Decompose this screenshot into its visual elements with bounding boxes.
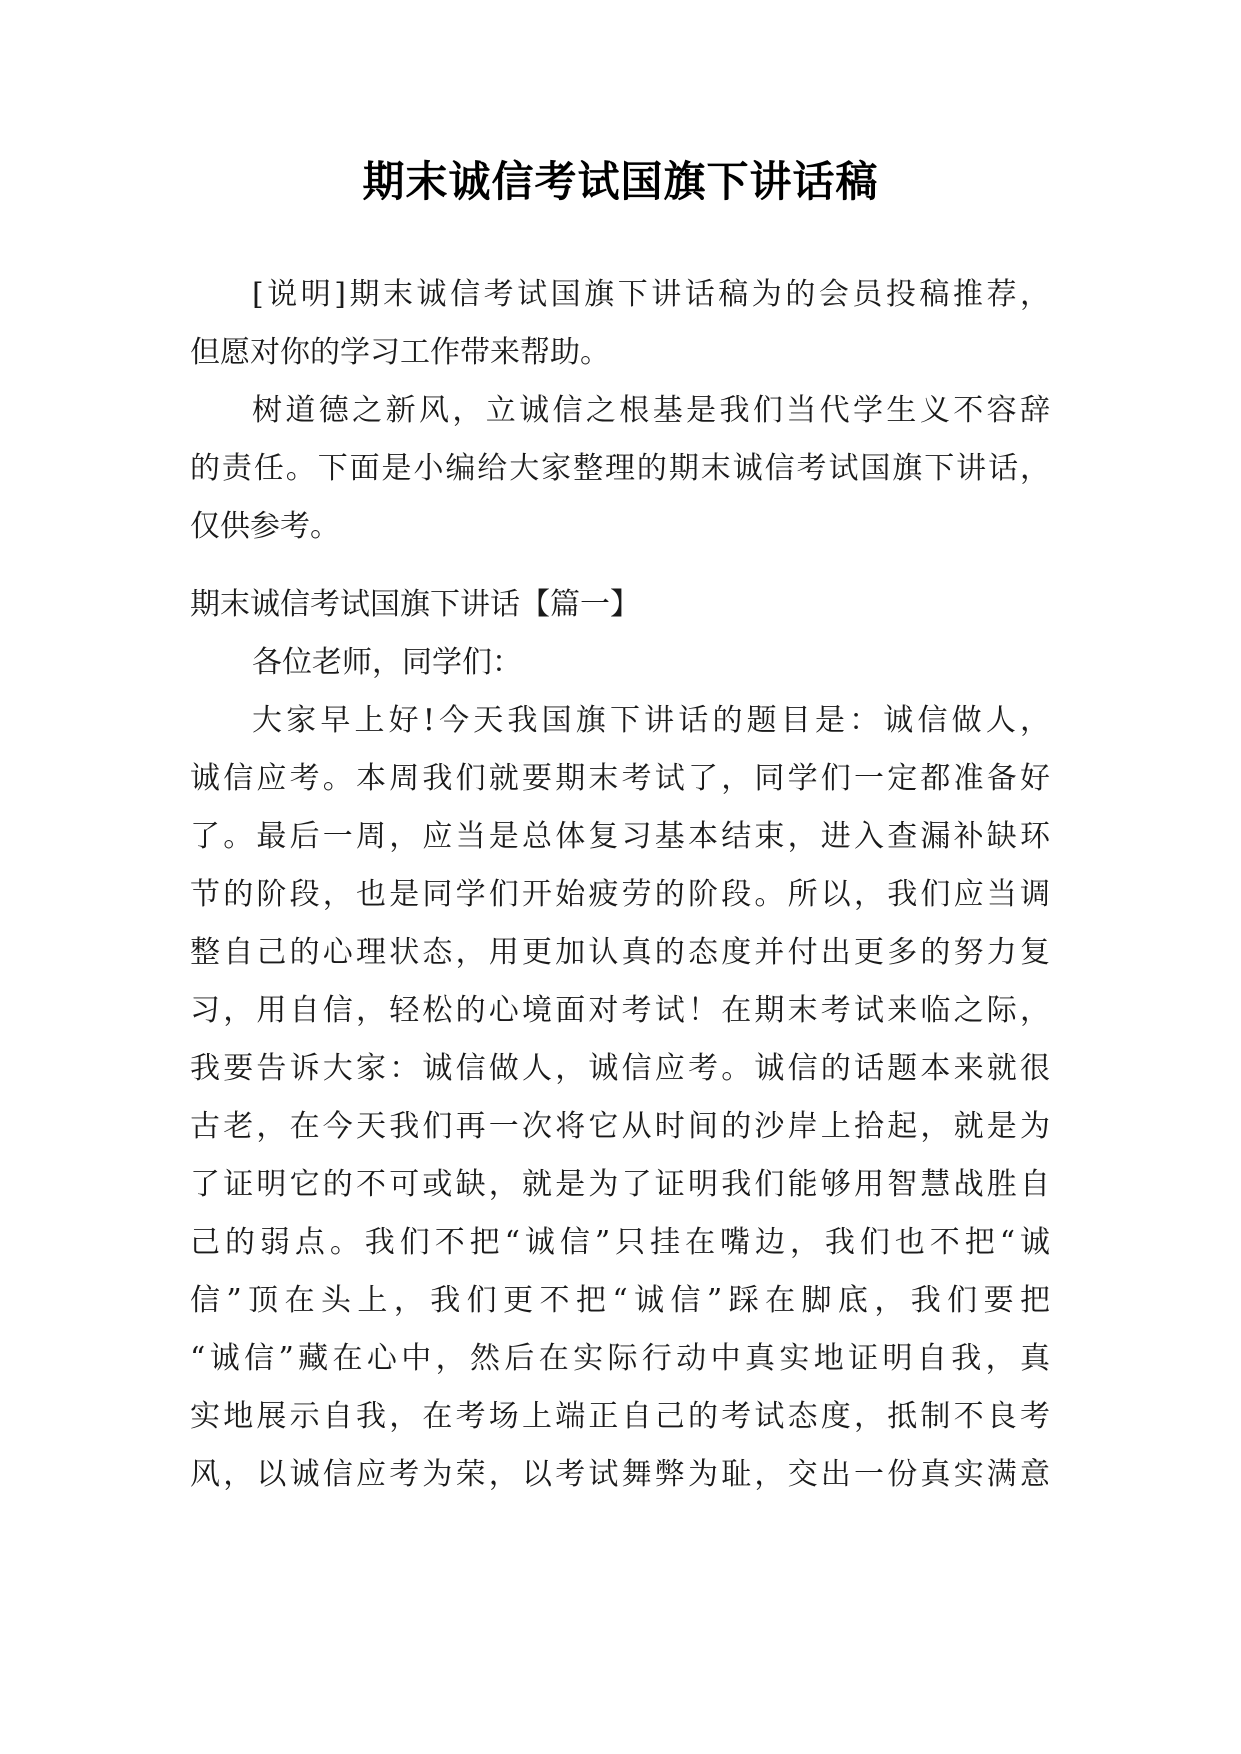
text-line: 了。最后一周，应当是总体复习基本结束，进入查漏补缺环 bbox=[190, 819, 1050, 854]
speech-paragraph bbox=[190, 692, 1050, 1504]
text-line: 大家早上好!今天我国旗下讲话的题目是：诚信做人， bbox=[252, 703, 1050, 738]
text-line: 树道德之新风，立诚信之根基是我们当代学生义不容辞 bbox=[252, 393, 1050, 428]
document-title: 期末诚信考试国旗下讲话稿 bbox=[362, 157, 879, 206]
text-line: 但愿对你的学习工作带来帮助。 bbox=[190, 335, 610, 370]
text-line: 习，用自信，轻松的心境面对考试！在期末考试来临之际， bbox=[190, 993, 1050, 1028]
text-line: 我要告诉大家：诚信做人，诚信应考。诚信的话题本来就很 bbox=[190, 1051, 1050, 1086]
text-line: 己的弱点。我们不把“诚信”只挂在嘴边，我们也不把“诚 bbox=[190, 1225, 1050, 1260]
text-line: 整自己的心理状态，用更加认真的态度并付出更多的努力复 bbox=[190, 935, 1050, 970]
text-line: 节的阶段，也是同学们开始疲劳的阶段。所以，我们应当调 bbox=[190, 877, 1050, 912]
text-line: 古老，在今天我们再一次将它从时间的沙岸上拾起，就是为 bbox=[190, 1109, 1050, 1144]
text-line: “诚信”藏在心中，然后在实际行动中真实地证明自我，真 bbox=[190, 1341, 1050, 1376]
greeting: 各位老师，同学们： bbox=[252, 645, 522, 680]
body-paragraph bbox=[190, 382, 1050, 556]
text-line: 的责任。下面是小编给大家整理的期末诚信考试国旗下讲话， bbox=[190, 451, 1050, 486]
text-line: 实地展示自我，在考场上端正自己的考试态度，抵制不良考 bbox=[190, 1399, 1050, 1434]
intro-paragraph bbox=[190, 266, 1050, 382]
text-line: 信”顶在头上，我们更不把“诚信”踩在脚底，我们要把 bbox=[190, 1283, 1050, 1318]
greeting-block bbox=[190, 634, 1050, 692]
text-line: 风，以诚信应考为荣，以考试舞弊为耻，交出一份真实满意 bbox=[190, 1457, 1050, 1492]
section-heading-block bbox=[190, 576, 1050, 634]
text-line: 诚信应考。本周我们就要期末考试了，同学们一定都准备好 bbox=[190, 761, 1050, 796]
section-heading: 期末诚信考试国旗下讲话【篇一】 bbox=[190, 587, 640, 622]
text-line: 仅供参考。 bbox=[190, 509, 340, 544]
text-line: [说明]期末诚信考试国旗下讲话稿为的会员投稿推荐， bbox=[252, 277, 1050, 312]
text-line: 了证明它的不可或缺，就是为了证明我们能够用智慧战胜自 bbox=[190, 1167, 1050, 1202]
